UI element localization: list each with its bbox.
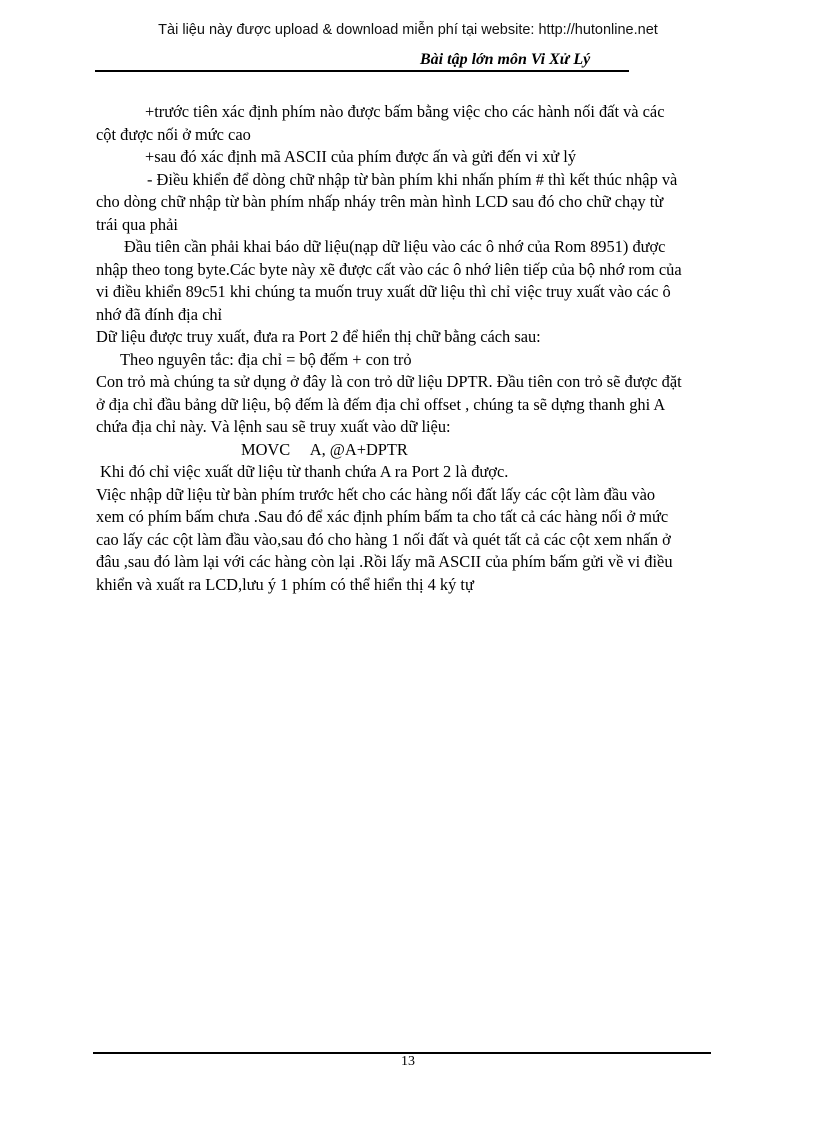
body-line: vi điều khiển 89c51 khi chúng ta muốn truy xuất dữ liệu thì chỉ việc truy xuất vào các ô — [96, 282, 671, 301]
header-divider — [95, 70, 629, 72]
body-line: cột được nối ở mức cao — [96, 124, 251, 144]
body-line: cho dòng chữ nhập từ bàn phím nhấp nháy trên màn hình LCD sau đó cho chữ chạy từ — [96, 192, 664, 211]
body-line: Con trỏ mà chúng ta sử dụng ở đây là con trỏ dữ liệu DPTR. Đầu tiên con trỏ sẽ được đặt — [96, 372, 682, 391]
body-line: Việc nhập dữ liệu từ bàn phím trước hết cho các hàng nối đất lấy các cột làm đầu vào — [96, 484, 656, 504]
body-line: ở địa chỉ đầu bảng dữ liệu, bộ đếm là đếm địa chỉ offset , chúng ta sẽ dựng thanh ghi A — [96, 394, 666, 414]
body-line: Dữ liệu được truy xuất, đưa ra Port 2 để hiển thị chữ bằng cách sau: — [96, 327, 541, 346]
body-line: +sau đó xác định mã ASCII của phím được ấn và gửi đến vi xử lý — [145, 147, 577, 166]
body-line: cao lấy các cột làm đầu vào,sau đó cho hàng 1 nối đất và quét tất cả các cột xem nhấn ở — [96, 529, 671, 549]
document-body — [96, 101, 736, 596]
body-line: chứa địa chỉ này. Và lệnh sau sẽ truy xuất vào dữ liệu: — [96, 417, 451, 436]
body-line: - Điều khiển để dòng chữ nhập từ bàn phím khi nhấn phím # thì kết thúc nhập và — [147, 169, 678, 189]
body-line: Khi đó chỉ việc xuất dữ liệu từ thanh chứa A ra Port 2 là được. — [100, 462, 509, 481]
body-line: xem có phím bấm chưa .Sau đó để xác định phím bấm ta cho tất cả các hàng nối ở mức — [96, 507, 669, 526]
body-line: nhập theo tong byte.Các byte này xẽ được cất vào các ô nhớ liên tiếp của bộ nhớ rom của — [96, 259, 682, 279]
page-number: 13 — [401, 1054, 415, 1069]
code-line: MOVC A, @A+DPTR — [241, 439, 408, 459]
body-line: đâu ,sau đó làm lại với các hàng còn lại .Rồi lấy mã ASCII của phím bấm gửi về vi điều — [96, 552, 673, 571]
body-line: trái qua phải — [96, 214, 178, 234]
body-line: Theo nguyên tắc: địa chỉ = bộ đếm + con trỏ — [120, 349, 412, 369]
body-line: nhớ đã đính địa chỉ — [96, 304, 223, 324]
body-line: khiển và xuất ra LCD,lưu ý 1 phím có thể hiển thị 4 ký tự — [96, 574, 474, 594]
website-banner: Tài liệu này được upload & download miễn phí tại website: http://hutonline.net — [158, 22, 658, 38]
course-title: Bài tập lớn môn Vi Xử Lý — [420, 51, 591, 68]
body-line: Đầu tiên cần phải khai báo dữ liệu(nạp dữ liệu vào các ô nhớ của Rom 8951) được — [124, 237, 666, 256]
body-line: +trước tiên xác định phím nào được bấm bằng việc cho các hành nối đất và các — [145, 102, 665, 121]
